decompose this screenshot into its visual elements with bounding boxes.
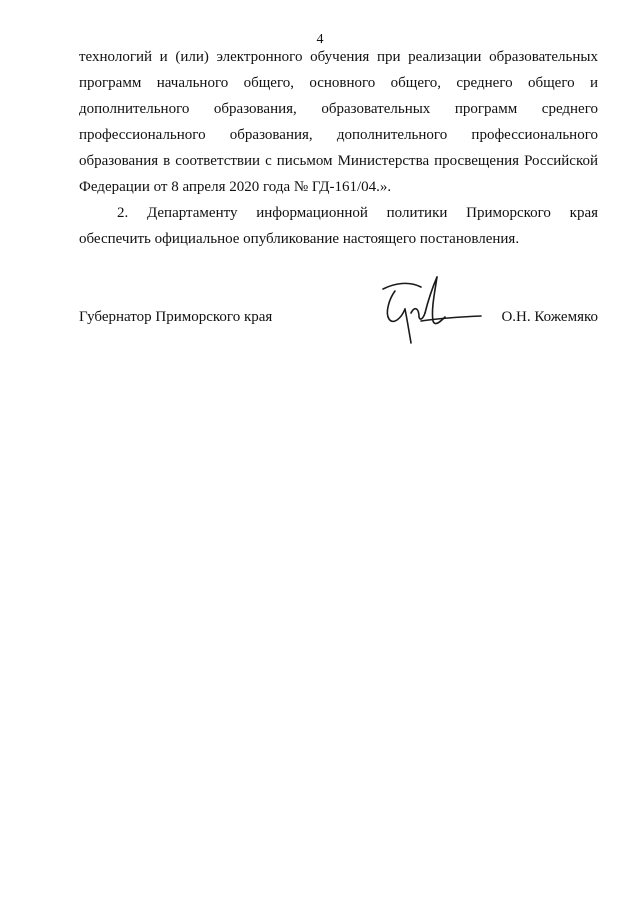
paragraph-line: профессионального образования, дополнительного профессионального [79, 127, 598, 143]
paragraph-line: обеспечить официальное опубликование настоящего постановления. [79, 231, 520, 247]
paragraph-line: 2. Департаменту информационной политики Приморского края [117, 205, 598, 221]
paragraph-item-2 [79, 200, 598, 252]
paragraph-line: Федерации от 8 апреля 2020 года № ГД-161/04.». [79, 179, 392, 195]
signature-block [79, 299, 598, 359]
handwritten-signature [375, 269, 485, 349]
page-number: 4 [316, 32, 324, 47]
paragraph-line: образования в соответствии с письмом Министерства просвещения Российской [79, 153, 598, 169]
paragraph-line: программ начального общего, основного общего, среднего общего и [79, 75, 598, 91]
signatory-title: Губернатор Приморского края [79, 309, 273, 325]
paragraph-line: технологий и (или) электронного обучения при реализации образовательных [79, 49, 598, 65]
paragraph-continuation [79, 44, 598, 200]
signatory-name: О.Н. Кожемяко [501, 309, 598, 325]
paragraph-line: дополнительного образования, образовательных программ среднего [79, 101, 598, 117]
